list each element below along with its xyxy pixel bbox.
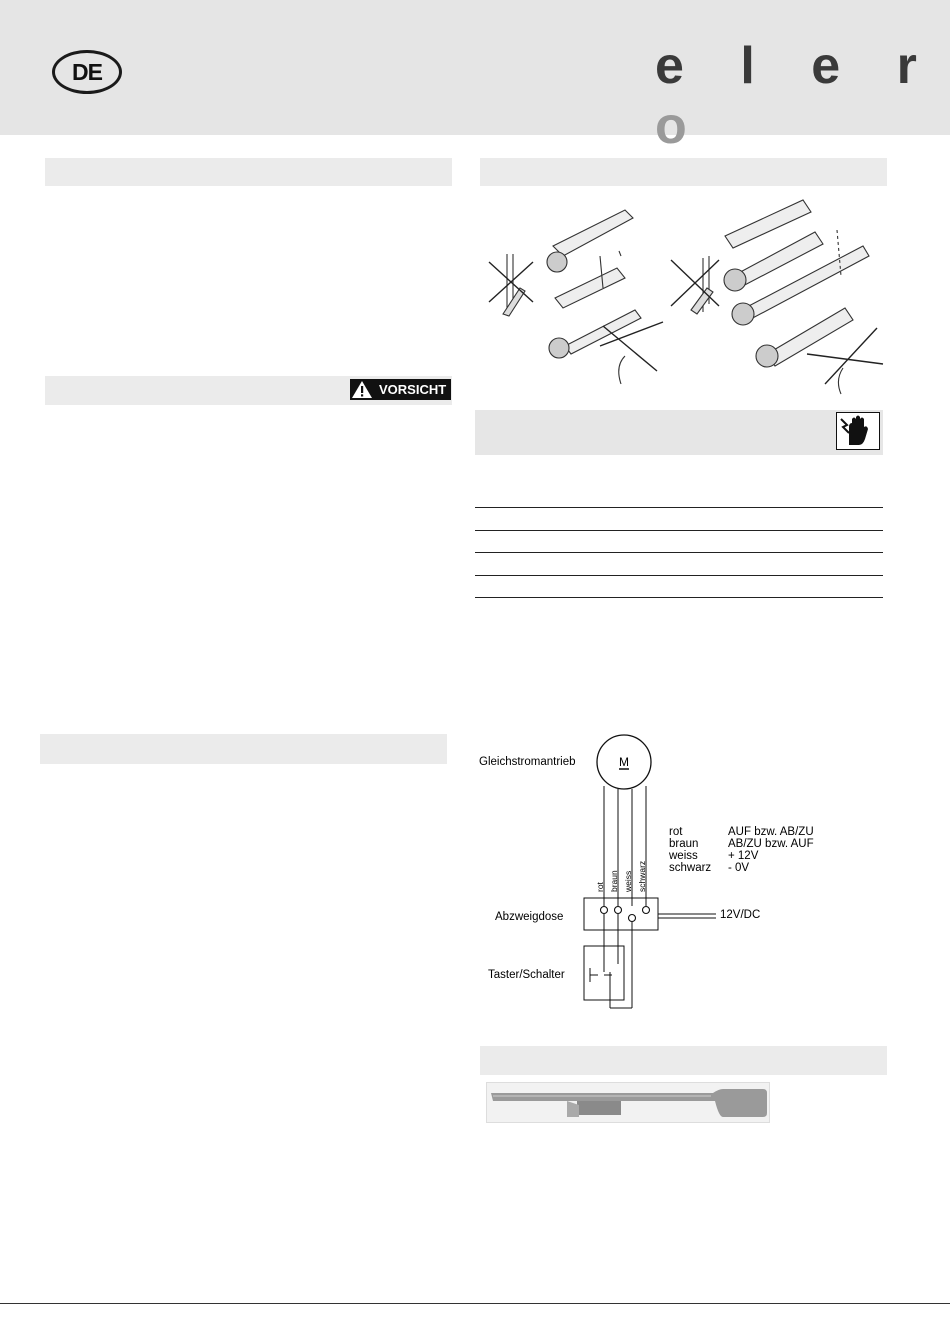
motor-symbol: M xyxy=(619,755,629,769)
footer-rule xyxy=(0,1303,950,1304)
page-header xyxy=(0,0,950,155)
caution-label: VORSICHT xyxy=(379,382,447,397)
wire-label-rot: rot xyxy=(595,882,605,892)
wire-label-schwarz: schwarz xyxy=(637,860,647,892)
electric-shock-hand-icon xyxy=(836,412,880,450)
table-rule-4 xyxy=(475,575,883,576)
caution-badge xyxy=(350,379,451,400)
switch-label: Taster/Schalter xyxy=(488,969,565,981)
section-band-left-1 xyxy=(45,158,452,186)
table-rule-3 xyxy=(475,552,883,553)
warning-triangle-icon xyxy=(351,380,373,399)
legend-function-3: + 12V xyxy=(728,850,759,862)
section-band-right-1 xyxy=(480,158,887,186)
table-rule-2 xyxy=(475,530,883,531)
mounting-illustration xyxy=(485,196,885,396)
table-rule-5 xyxy=(475,597,883,598)
legend-function-4: - 0V xyxy=(728,862,750,874)
motor-label: Gleichstromantrieb xyxy=(479,756,576,768)
info-band xyxy=(475,410,883,455)
table-rule-1 xyxy=(475,507,883,508)
wiring-diagram xyxy=(476,728,896,1018)
legend-color-1: rot xyxy=(669,826,683,838)
supply-label: 12V/DC xyxy=(720,909,761,921)
accessory-product-image xyxy=(486,1082,770,1123)
section-band-right-3 xyxy=(480,1046,887,1075)
legend-function-2: AB/ZU bzw. AUF xyxy=(728,838,814,850)
legend-color-4: schwarz xyxy=(669,862,712,874)
legend-color-2: braun xyxy=(669,838,699,850)
junction-box-label: Abzweigdose xyxy=(495,911,564,923)
wire-label-weiss: weiss xyxy=(623,870,633,892)
section-band-left-3 xyxy=(40,734,447,764)
language-badge: DE xyxy=(52,50,122,94)
wire-label-braun: braun xyxy=(609,870,619,892)
elero-logo: e l e r o xyxy=(655,37,938,155)
legend-color-3: weiss xyxy=(669,850,698,862)
legend-function-1: AUF bzw. AB/ZU xyxy=(728,826,814,838)
